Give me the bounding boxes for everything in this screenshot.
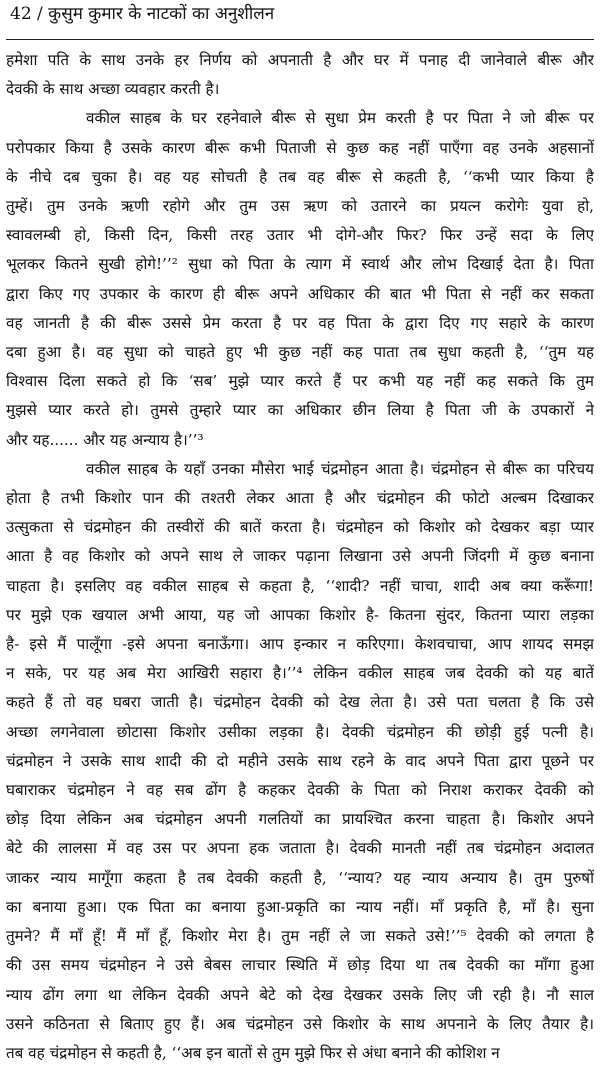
text-line: द्वारा किए गए उपकार के कारण ही बीरू अपने अधिकार की बात भी पिता से नहीं कर सकता xyxy=(6,284,594,303)
running-head: 42 / कुसुम कुमार के नाटकों का अनुशीलन xyxy=(10,4,275,24)
text-line: विश्वास दिला सकते हो कि ‘सब’ मुझे प्यार करते हैं पर कभी यह नहीं कह सकते कि तुम xyxy=(6,372,594,391)
header-divider xyxy=(6,39,594,40)
text-line: न सके, पर यह अब मेरा आखिरी सहारा है।’’⁴ लेकिन वकील साहब जब देवकी को यह बातें xyxy=(6,664,594,683)
text-line: उसने कठिनता से बिताए हुए हैं। अब चंद्रमोहन उसे किशोर के साथ अपनाने के लिए तैयार है। xyxy=(6,1014,594,1033)
text-line: है- इसे मैं पालूँगा -इसे अपना बनाऊँगा। आप इन्कार न करिएगा। केशवचाचा, आप शायद समझ xyxy=(6,635,594,654)
text-line: उत्सुकता से चंद्रमोहन की तस्वीरों की बातें करता है। चंद्रमोहन को किशोर को देखकर बड़ा प्यार xyxy=(6,518,594,537)
text-line: आता है वह किशोर को अपने साथ ले जाकर पढ़ाना लिखाना उसे अपनी जिंदगी में कुछ बनाना xyxy=(6,547,594,566)
page-body xyxy=(6,46,594,1068)
text-line: भूलकर कितने सुखी होगे!’’² सुधा को पिता के त्याग में स्वार्थ और लोभ दिखाई देता है। पिता xyxy=(6,255,594,274)
text-line: होता है तभी किशोर पान की तश्तरी लेकर आता है और चंद्रमोहन की फोटो अल्बम दिखाकर xyxy=(6,489,594,508)
text-line: चंद्रमोहन ने उसके साथ शादी की दो महीने उसके साथ रहने के वाद अपने पिता द्वारा पूछने पर xyxy=(6,751,594,770)
text-line: दबा हुआ है। वह सुधा को चाहते हुए भी कुछ नहीं कह पाता तब सुधा कहती है, ‘‘तुम यह xyxy=(6,343,594,362)
text-line: और यह...... और यह अन्याय है।’’³ xyxy=(6,430,204,449)
text-line: पर मुझे एक खयाल अभी आया, यह जो आपका किशोर है- कितना सुंदर, कितना प्यारा लड़का xyxy=(6,605,594,624)
text-line: छोड़ दिया लेकिन अब चंद्रमोहन अपनी गलतियों का प्रायश्चित करना चाहता है। किशोर अपने xyxy=(6,810,594,829)
text-line: हमेशा पति के साथ उनके हर निर्णय को अपनाती है और घर में पनाह दी जानेवाले बीरू और xyxy=(6,51,594,69)
text-line: चाहता है। इसलिए वह वकील साहब से कहता है, ‘‘शादी? नहीं चाचा, शादी अब क्या करूँगा! xyxy=(6,576,594,595)
text-line: के नीचे दब चुका है। वह यह सोचती है तब वह बीरू से कहती है, ‘‘कभी प्यार किया है xyxy=(6,167,594,186)
text-line: कहते हैं तो वह घबरा जाती है। चंद्रमोहन देवकी को देख लेता है। उसे पता चलता है कि उसे xyxy=(6,693,594,712)
text-line: बेटे की लालसा में वह उस पर अपना हक जताता है। देवकी मानती नहीं तब चंद्रमोहन अदालत xyxy=(6,839,594,858)
text-line: जाकर न्याय मागूँगा कहता है तब देवकी कहती है, ‘‘न्याय? यह न्याय अन्याय है। तुम पुरुषों xyxy=(6,868,594,887)
text-line: न्याय ढोंग लगा था लेकिन देवकी अपने बेटे को देख देखकर उसके लिए जी रही है। नौ साल xyxy=(6,985,594,1004)
text-line: की उस समय चंद्रमोहन ने उसे बेबस लाचार स्थिति में छोड़ दिया था तब देवकी का माँगा हुआ xyxy=(6,956,594,975)
text-line: अच्छा लगनेवाला छोटासा किशोर उसीका लड़का है। देवकी चंद्रमोहन की छोड़ी हुई पत्नी है। xyxy=(6,722,594,741)
text-line: तब वह चंद्रमोहन से कहती है, ‘‘अब इन बातों से तुम मुझे फिर से अंधा बनाने की कोशिश न xyxy=(6,1043,500,1062)
text-line: वकील साहब के यहाँ उनका मौसेरा भाई चंद्रमोहन आता है। चंद्रमोहन से बीरू का परिचय xyxy=(86,459,594,478)
text-line: तुम्हें। तुम उनके ऋणी रहोगे और तुम उस ऋण को उतारने का प्रयत्न करोगेः युवा हो, xyxy=(6,197,594,216)
paragraph xyxy=(6,455,594,1068)
text-line: घबाराकर चंद्रमोहन ने वह सब ढोंग है कहकर देवकी के पिता को निराश कराकर देवकी को xyxy=(6,781,594,800)
paragraph xyxy=(6,46,594,104)
text-line: तुमने? मैं माँ हूँ! मैं माँ हूँ, किशोर मेरा है। तुम नहीं ले जा सकते उसे!’’⁵ देवकी को लगता है xyxy=(6,927,594,946)
text-line: का बनाया हुआ। एक पिता का बनाया हुआ-प्रकृति का न्याय नहीं। माँ प्रकृति है, माँ है। सुना xyxy=(6,897,594,916)
text-line: देवकी के साथ अच्छा व्यवहार करती है। xyxy=(6,80,220,99)
text-line: मुझसे प्यार करते हो। तुमसे तुम्हारे प्यार का अधिकार छीन लिया है पिता जी के उपकारों ने xyxy=(6,401,594,420)
text-line: परोपकार किया है उसके कारण बीरू कभी पिताजी से कुछ कह नहीं पाएँगा वह उनके अहसानों xyxy=(6,138,594,157)
paragraph xyxy=(6,104,594,454)
text-line: वकील साहब के घर रहनेवाले बीरू से सुधा प्रेम करती है पर पिता ने जो बीरू पर xyxy=(86,109,594,128)
text-line: स्वावलम्बी हो, किसी दिन, किसी तरह उतार भी दोगे-और फिर? फिर उन्हें सदा के लिए xyxy=(6,226,594,245)
text-line: वह जानती है की बीरू उससे प्रेम करता है पर वह पिता के द्वारा दिए गए सहारे के कारण xyxy=(6,313,594,332)
